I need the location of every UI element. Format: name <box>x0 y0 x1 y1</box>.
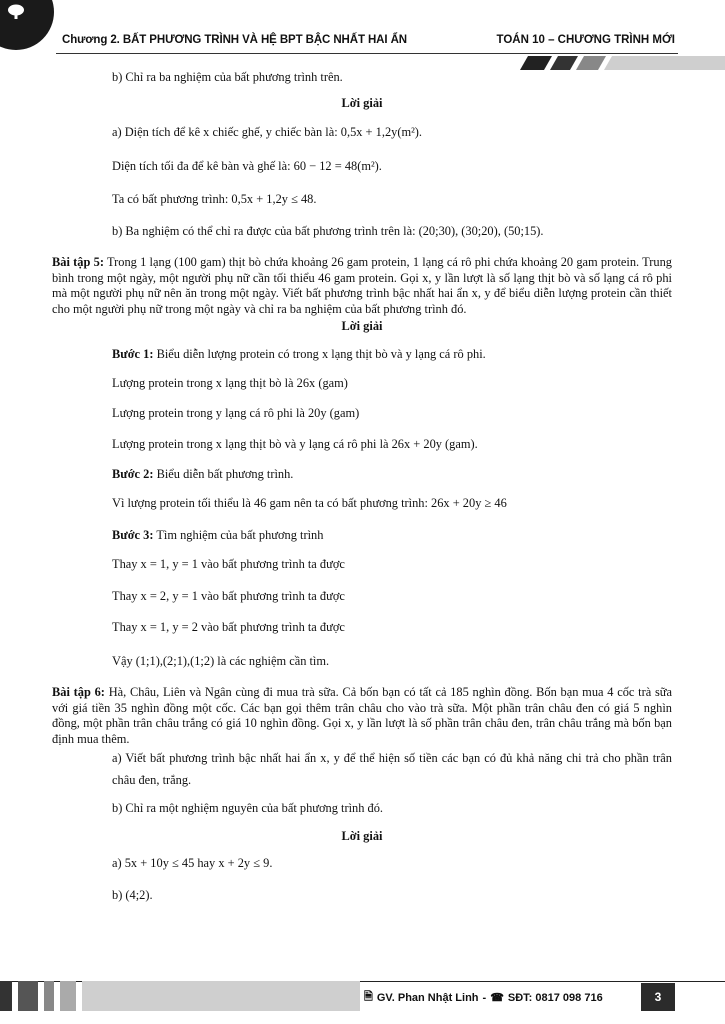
ex5-step2 <box>52 467 672 483</box>
exercise-5-label: Bài tập 5: <box>52 255 104 269</box>
exercise-5-text: Trong 1 lạng (100 gam) thịt bò chứa khoảng 26 gam protein, 1 lạng cá rô phi chứa khoảng 20 gam protein. Trung bình trong một ngày, một người phụ nữ cần tối thiểu 46 gam protein. Gọi x, y lần lượt là số lạng thịt bò và số lạng cá rô phi mà một người phụ nữ nên ăn trong một ngày. Viết bất phương trình bậc nhất hai ẩn x, y để biểu diễn lượng protein cần thiết cho một người phụ nữ trong một ngày và chỉ ra ba nghiệm của bất phương trình đó. <box>52 255 672 316</box>
ex5-line4: Vì lượng protein tối thiểu là 46 gam nên ta có bất phương trình: 26x + 20y ≥ 46 <box>112 496 507 510</box>
header-rule <box>56 53 678 54</box>
ex5-step2-label: Bước 2: <box>112 466 154 481</box>
ex6-answer-b: b) (4;2). <box>112 887 153 902</box>
ex5-line5: Thay x = 1, y = 1 vào bất phương trình ta được <box>112 557 345 571</box>
ex5-line8: Vậy (1;1),(2;1),(1;2) là các nghiệm cần tìm. <box>112 653 330 668</box>
ex5-step3-label: Bước 3: <box>112 527 154 542</box>
inequality: Ta có bất phương trình: 0,5x + 1,2y ≤ 48. <box>112 192 317 206</box>
max-area: Diện tích tối đa để kê bàn và ghế là: 60 − 12 = 48(m²). <box>112 158 382 173</box>
phone-icon: ☎ <box>490 992 504 1004</box>
document-icon: 🗎 <box>364 991 373 1003</box>
ex5-solution-heading: Lời giải <box>341 319 383 333</box>
page-content <box>52 68 672 903</box>
ex5-line3: Lượng protein trong x lạng thịt bò và y lạng cá rô phi là 26x + 20y (gam). <box>112 437 478 451</box>
ex5-step3-text: Tìm nghiệm của bất phương trình <box>156 527 324 542</box>
chapter-title: Chương 2. BẤT PHƯƠNG TRÌNH VÀ HỆ BPT BẬC NHẤT HAI ẨN <box>62 34 407 46</box>
ex5-step3 <box>52 528 672 544</box>
exercise-6 <box>52 685 672 747</box>
ex5-line7: Thay x = 1, y = 2 vào bất phương trình ta được <box>112 620 345 634</box>
ex5-step1-text: Biểu diễn lượng protein có trong x lạng thịt bò và y lạng cá rô phi. <box>156 346 486 361</box>
ex5-step1-label: Bước 1: <box>112 346 154 361</box>
ex5-step1 <box>52 347 672 363</box>
exercise-5 <box>52 255 672 317</box>
footer-credit <box>364 988 603 1007</box>
footer-bars <box>0 981 360 1011</box>
ex6-solution-heading: Lời giải <box>341 828 383 843</box>
ex5-step2-text: Biểu diễn bất phương trình. <box>156 466 294 481</box>
page-footer <box>0 979 725 1024</box>
ex5-line6: Thay x = 2, y = 1 vào bất phương trình ta được <box>112 588 345 603</box>
page-number: 3 <box>641 983 675 1011</box>
solution-heading: Lời giải <box>341 95 383 110</box>
ex5-line2: Lượng protein trong y lạng cá rô phi là 20y (gam) <box>112 405 360 420</box>
exercise-6-label: Bài tập 6: <box>52 685 105 699</box>
answer-a: a) Diện tích để kê x chiếc ghế, y chiếc bàn là: 0,5x + 1,2y(m²). <box>112 125 423 139</box>
ex6-question-b: b) Chỉ ra một nghiệm nguyên của bất phương trình đó. <box>112 801 384 815</box>
answer-b: b) Ba nghiệm có thể chỉ ra được của bất phương trình trên là: (20;30), (30;20), (50;15). <box>112 223 544 238</box>
ex6-question-a: a) Viết bất phương trình bậc nhất hai ẩn x, y để thể hiện số tiền các bạn có đủ khả năng chi trả cho phần trân châu đen, trắng. <box>112 751 672 787</box>
question-b: b) Chỉ ra ba nghiệm của bất phương trình trên. <box>112 70 343 84</box>
ex6-answer-a: a) 5x + 10y ≤ 45 hay x + 2y ≤ 9. <box>112 856 273 870</box>
footer-separator: - <box>482 991 487 1004</box>
footer-phone: SĐT: 0817 098 716 <box>507 991 603 1004</box>
ex5-line1: Lượng protein trong x lạng thịt bò là 26x (gam) <box>112 376 348 390</box>
logo <box>0 0 54 50</box>
course-title: TOÁN 10 – CHƯƠNG TRÌNH MỚI <box>496 34 675 46</box>
tree-logo-icon <box>6 4 26 20</box>
exercise-6-text: Hà, Châu, Liên và Ngân cùng đi mua trà sữa. Cả bốn bạn có tất cả 185 nghìn đồng. Bốn bạn mua 4 cốc trà sữa với giá tiền 35 nghìn đồng một cốc. Các bạn gọi thêm trân châu cho vào trà sữa. Một phần trân châu đen có giá 5 nghìn đồng, một phần trân châu trắng có giá 10 nghìn đồng. Gọi x, y lần lượt là số phần trân châu đen, trân châu trắng mà bốn bạn định mua thêm. <box>52 685 672 746</box>
footer-author: GV. Phan Nhật Linh <box>376 991 479 1004</box>
